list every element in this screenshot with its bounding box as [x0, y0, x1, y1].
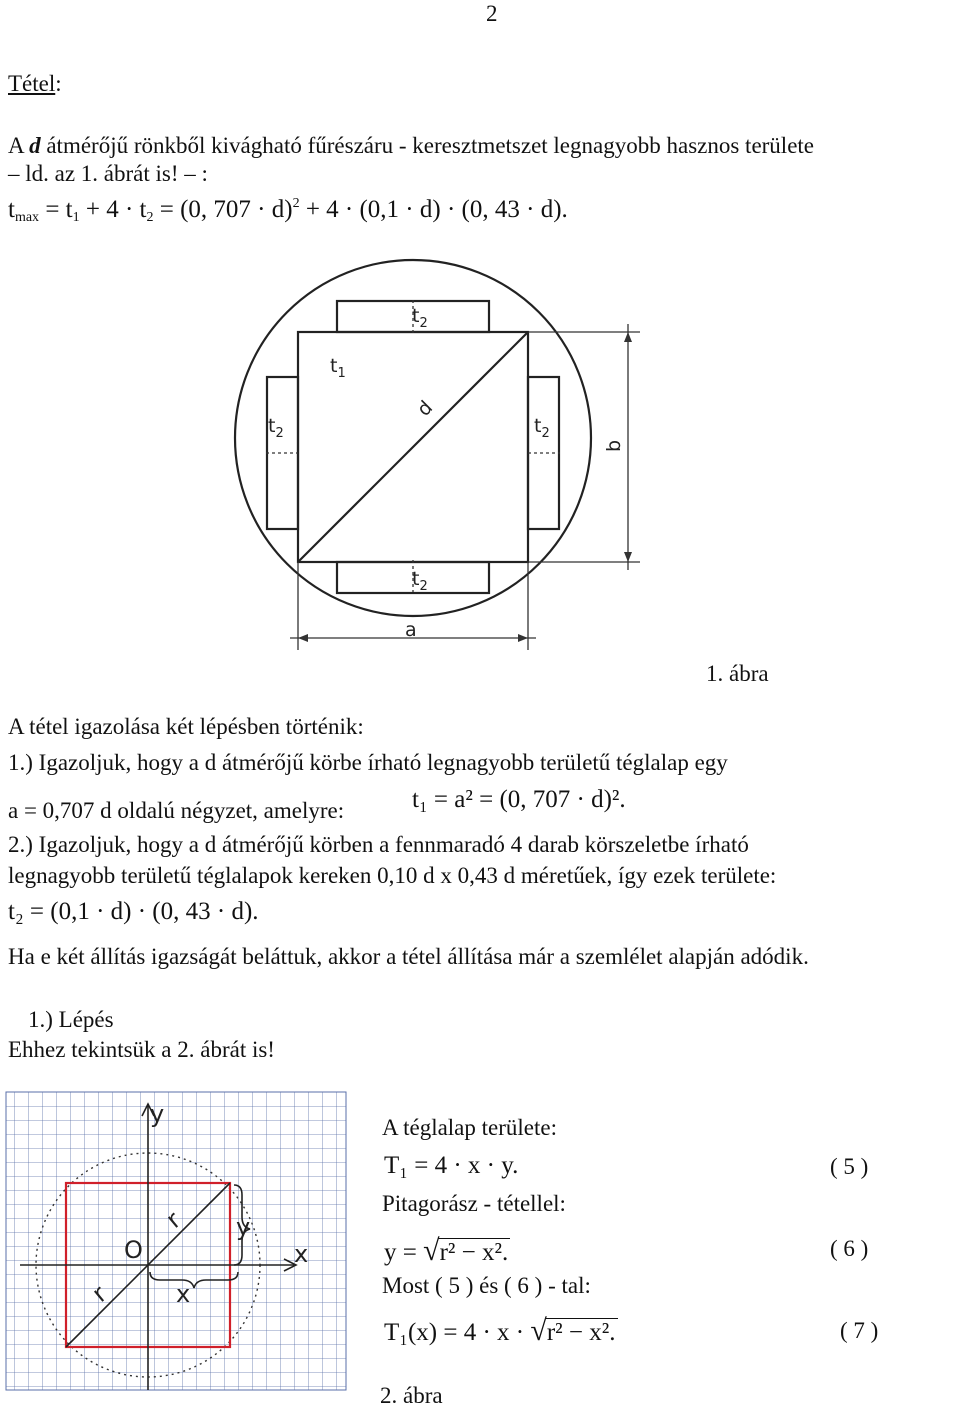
step-heading: 1.) Lépés	[28, 1007, 114, 1032]
theorem-heading-colon: :	[55, 71, 62, 96]
label-a: a	[405, 619, 417, 641]
fig2-r-label-upper: r	[160, 1205, 187, 1234]
fig2-origin-label: O	[124, 1236, 143, 1264]
sqrt-sign-6: √	[423, 1234, 440, 1267]
formula-part-3: = (0, 707 · d)	[159, 196, 293, 223]
formula-lhs: t	[8, 196, 15, 223]
step2-formula: t₂ = (0,1 · d) · (0, 43 · d).	[8, 898, 259, 925]
step1-line-1: 1.) Igazoljuk, hogy a d átmérőjű körbe írható legnagyobb területű téglalap egy	[8, 750, 728, 775]
theorem-line-1-post: átmérőjű rönkből kivágható fűrészáru - keresztmetszet legnagyobb hasznos területe	[40, 133, 815, 158]
label-t2-left: $t_2$	[268, 415, 284, 441]
label-t2-right: $t_2$	[534, 415, 550, 441]
theorem-line-1-pre: A	[8, 133, 30, 158]
proof-conclusion: Ha e két állítás igazságát beláttuk, akkor a tétel állítása már a szemlélet alapján adódik.	[8, 944, 809, 969]
equation-7	[384, 1314, 618, 1348]
eq7-radicand: r² − x².	[546, 1319, 616, 1346]
formula-sub-1: 1	[72, 210, 80, 225]
formula-lhs-sub: max	[14, 210, 40, 225]
formula-part-4: + 4 · (0,1 · d) · (0, 43 · d).	[305, 196, 568, 223]
fig2-y-axis-label: y	[150, 1100, 165, 1128]
figure-1-caption: 1. ábra	[706, 661, 769, 686]
equation-5-number: ( 5 )	[830, 1154, 869, 1179]
step2-line-1: 2.) Igazoljuk, hogy a d átmérőjű körben a fennmaradó 4 darab körszeletbe írható	[8, 832, 749, 857]
formula-part-2: + 4 · t	[85, 196, 147, 223]
figure-2-caption: 2. ábra	[380, 1383, 443, 1408]
step1-formula: t₁ = a² = (0, 707 · d)².	[412, 786, 626, 813]
sqrt-sign-7: √	[530, 1314, 547, 1347]
theorem-d-symbol: d	[29, 133, 41, 158]
step2-line-2: legnagyobb területű téglalapok kereken 0,10 d x 0,43 d méretűek, így ezek területe:	[8, 863, 777, 888]
label-d: d	[412, 396, 438, 421]
equation-5: T₁ = 4 · x · y.	[384, 1152, 519, 1179]
theorem-line-2: – ld. az 1. ábrát is! – :	[8, 161, 208, 186]
fig2-x-label: x	[176, 1280, 191, 1308]
proof-intro: A tétel igazolása két lépésben történik:	[8, 714, 364, 739]
step1-line-2: a = 0,707 d oldalú négyzet, amelyre:	[8, 798, 345, 823]
formula-part-1: = t	[45, 196, 73, 223]
label-t2-bottom: $t_2$	[412, 568, 428, 594]
equation-7-number: ( 7 )	[840, 1318, 879, 1343]
combine-label: Most ( 5 ) és ( 6 ) - tal:	[382, 1273, 591, 1298]
eq6-lhs: y =	[384, 1239, 417, 1266]
label-t2-top: $t_2$	[412, 305, 428, 331]
step-intro: Ehhez tekintsük a 2. ábrát is!	[8, 1037, 275, 1062]
eq7-lhs: T₁(x) = 4 · x ·	[384, 1319, 525, 1346]
fig2-y-label: y	[236, 1213, 251, 1241]
fig2-r-label-lower: r	[86, 1279, 113, 1308]
page-number: 2	[486, 1, 498, 26]
theorem-heading-text: Tétel	[8, 71, 56, 96]
formula-sup: 2	[292, 196, 300, 211]
pythagoras-label: Pitagorász - tétellel:	[382, 1191, 566, 1216]
formula-sub-2: 2	[146, 210, 154, 225]
equation-6-number: ( 6 )	[830, 1236, 869, 1261]
equation-6	[384, 1234, 510, 1268]
eq6-radicand: r² − x².	[439, 1239, 509, 1266]
rect-area-label: A téglalap területe:	[382, 1115, 557, 1140]
fig2-x-axis-label: x	[294, 1240, 309, 1268]
label-t1: $t_1$	[330, 355, 346, 381]
label-b: b	[603, 439, 625, 452]
